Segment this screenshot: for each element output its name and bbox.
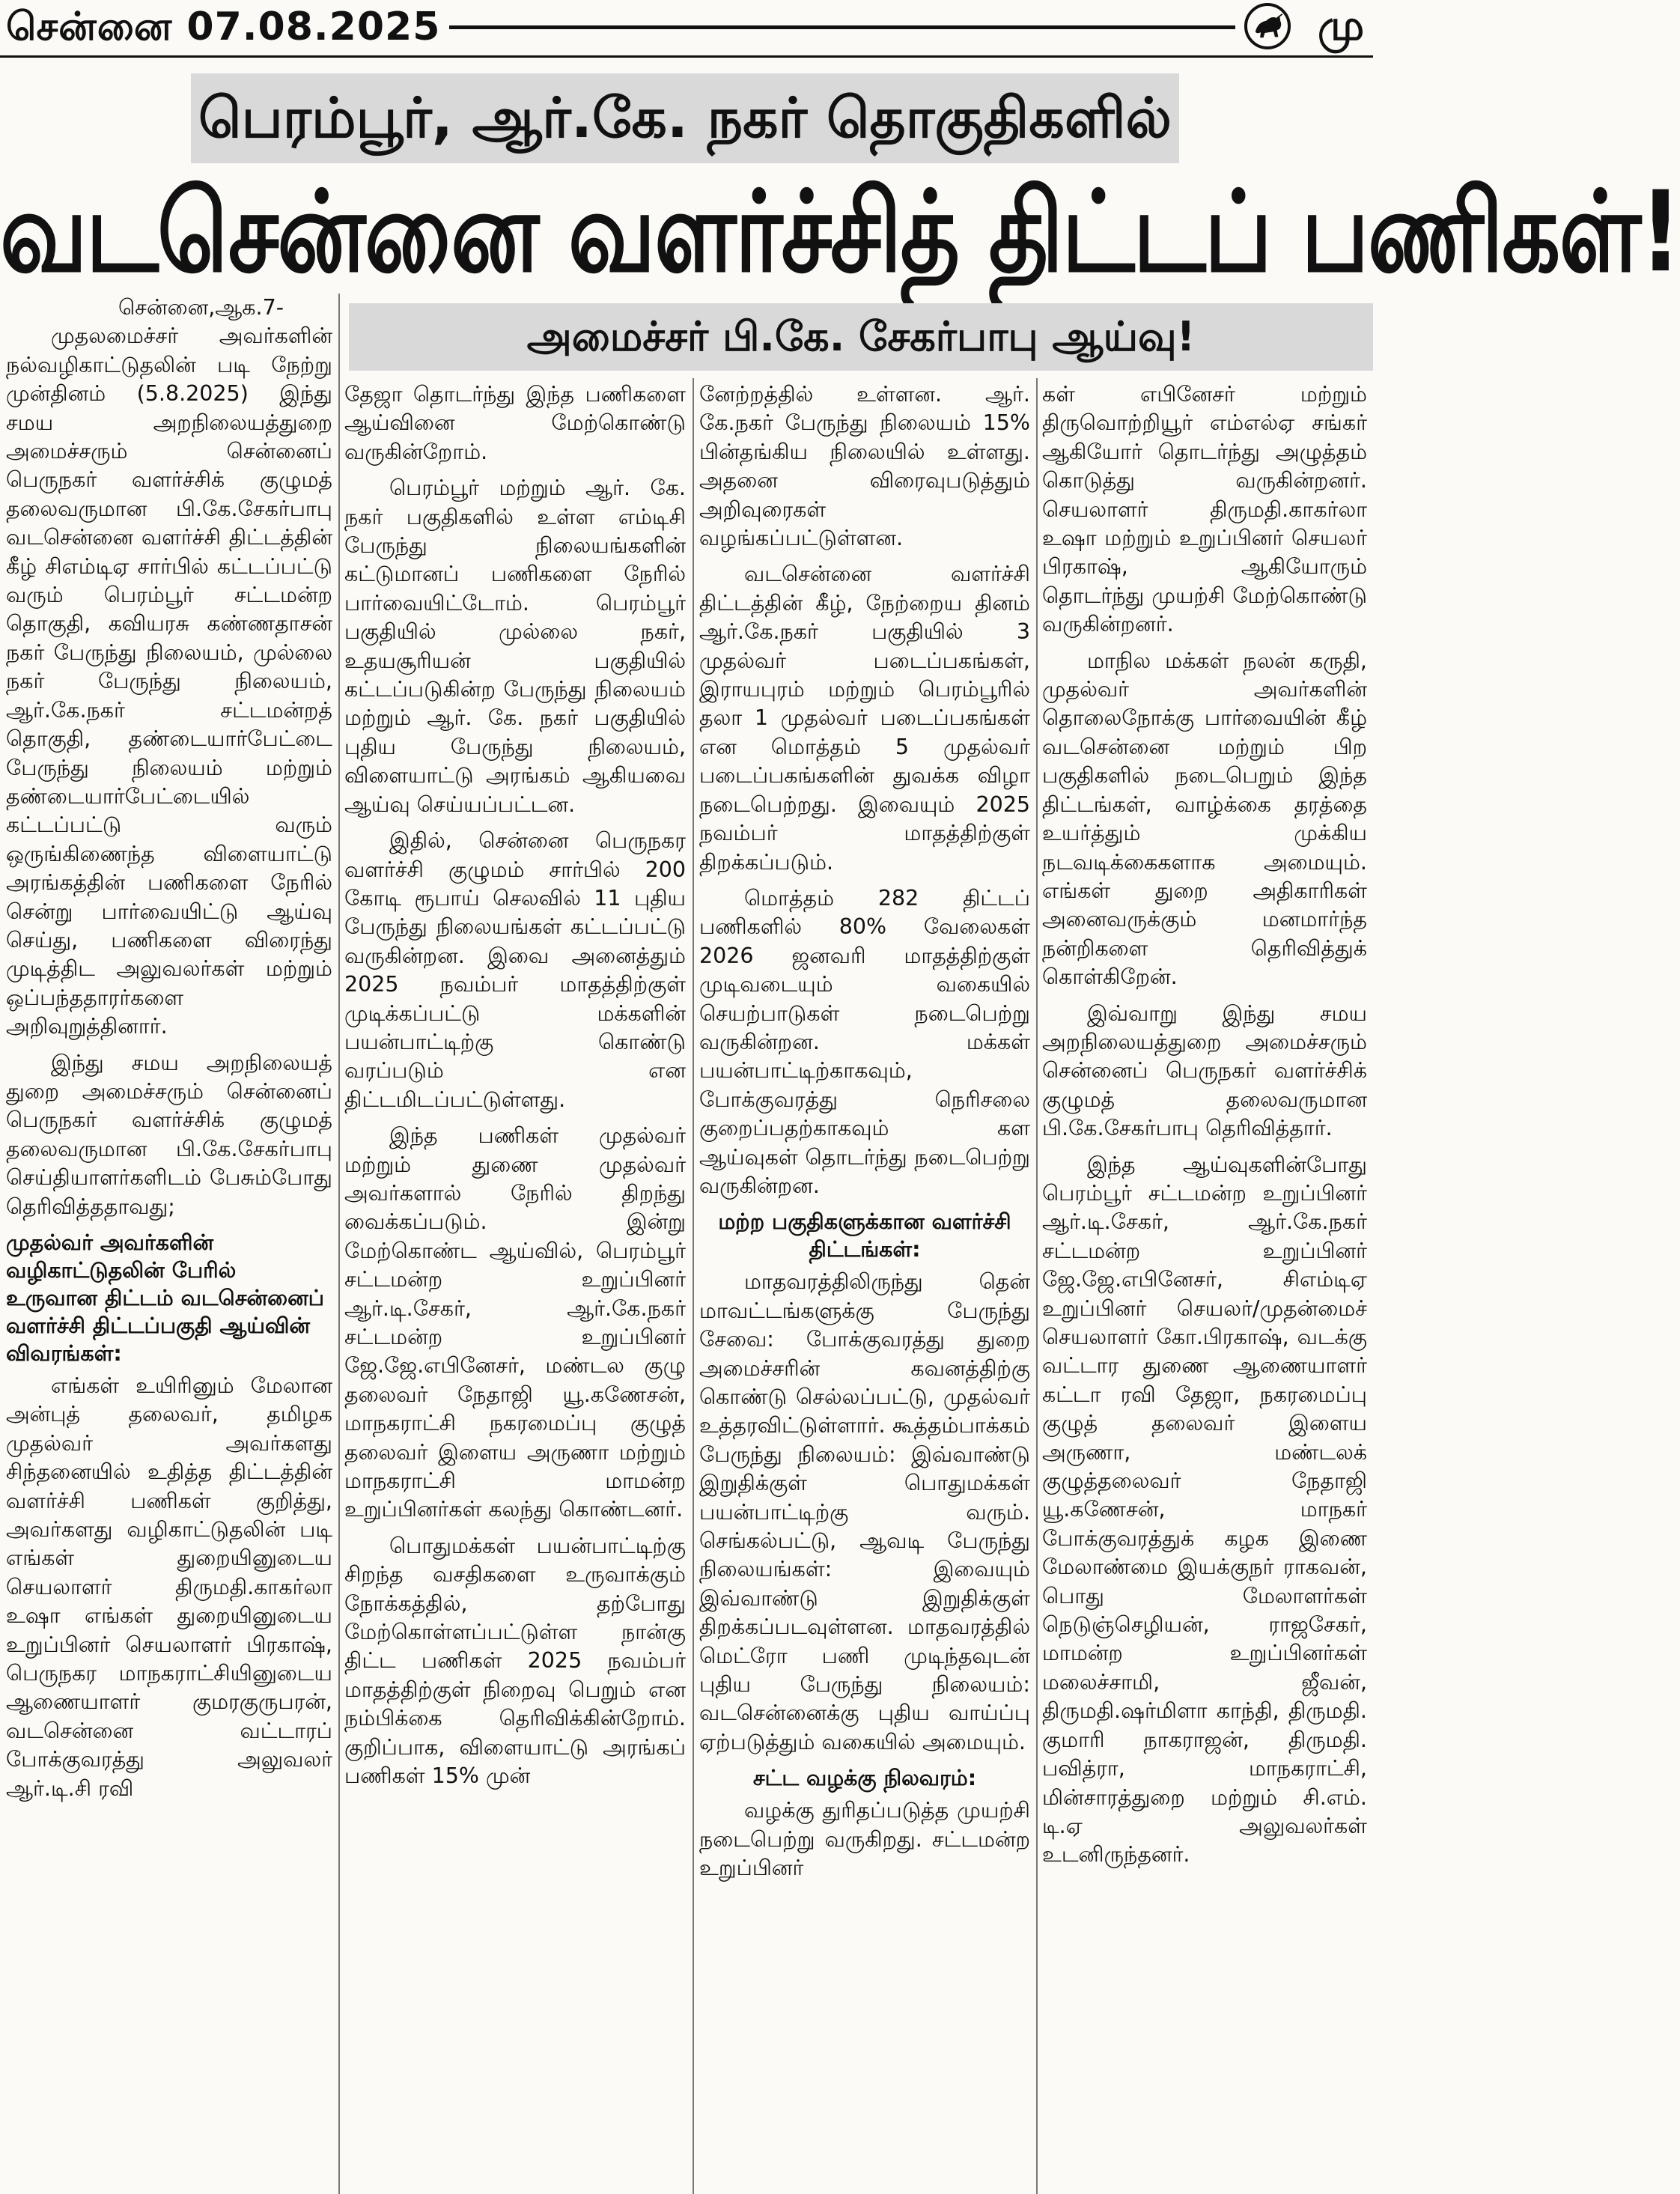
kicker-headline: பெரம்பூர், ஆர்.கே. நகர் தொகுதிகளில் [198,86,1172,151]
section-subheading: மற்ற பகுதிகளுக்கான வளர்ச்சி திட்டங்கள்: [718,1209,1011,1262]
article-paragraph: னேற்றத்தில் உள்ளன. ஆர். கே.நகர் பேருந்து நிலையம் 15% பின்தங்கிய நிலையில் உள்ளது. அதனை விரைவுபடுத்தும் அறிவுரைகள் வழங்கப்பட்டுள்ளன. [699,382,1030,551]
main-headline: வடசென்னை வளர்ச்சித் திட்டப் பணிகள்! [0,167,1680,297]
paper-name-fragment: மு [1318,1,1365,50]
article-column-3 [699,380,1030,2188]
article-column-1 [6,294,332,2188]
section-subheading: முதல்வர் அவர்களின் வழிகாட்டுதலின் பேரில் உருவான திட்டம் வடசென்னைப் வளர்ச்சி திட்டப்பகுதி ஆய்வின் விவரங்கள்: [6,1230,324,1366]
column-divider [1036,378,1038,2194]
article-paragraph: இந்த பணிகள் முதல்வர் மற்றும் துணை முதல்வர் அவர்களால் நேரில் திறந்து வைக்கப்படும். இன்று மேற்கொண்ட ஆய்வில், பெரம்பூர் சட்டமன்ற உறுப்பினர் ஆர்.டி.சேகர், ஆர்.கே.நகர் சட்டமன்ற உறுப்பினர் ஜே.ஜே.எபினேசர், மண்டல குழு தலைவர் நேதாஜி யூ.கணேசன், மாநகராட்சி நகரமைப்பு குழுத் தலைவர் இளைய அருணா மற்றும் மாநகராட்சி மாமன்ற உறுப்பினர்கள் கலந்து கொண்டனர். [344,1123,686,1522]
article-paragraph: இதில், சென்னை பெருநகர வளர்ச்சி குழுமம் சார்பில் 200 கோடி ரூபாய் செலவில் 11 புதிய பேருந்து நிலையங்கள் கட்டப்பட்டு வருகின்றன. இவை அனைத்தும் 2025 நவம்பர் மாதத்திற்குள் முடிக்கப்பட்டு மக்களின் பயன்பாட்டிற்கு கொண்டு வரப்படும் என திட்டமிடப்பட்டுள்ளது. [344,828,686,1112]
column-divider [338,294,340,2194]
article-paragraph: இவ்வாறு இந்து சமய அறநிலையத்துறை அமைச்சரும் சென்னைப் பெருநகர் வளர்ச்சிக் குழுமத் தலைவருமான பி.கே.சேகர்பாபு தெரிவித்தார். [1042,1000,1367,1141]
article-column-4 [1042,380,1367,2188]
article-paragraph: வடசென்னை வளர்ச்சி திட்டத்தின் கீழ், நேற்றைய தினம் ஆர்.கே.நகர் பகுதியில் 3 முதல்வர் படைப்பகங்கள், இராயபுரம் மற்றும் பெரம்பூரில் தலா 1 முதல்வர் படைப்பகங்கள் என மொத்தம் 5 முதல்வர் படைப்பகங்களின் துவக்க விழா நடைபெற்றது. இவையும் 2025 நவம்பர் மாதத்திற்குள் திறக்கப்படும். [699,562,1030,875]
article-column-2 [344,380,686,2188]
article-dateline: சென்னை,ஆக.7- [118,295,284,320]
article-paragraph: இந்து சமய அறநிலையத் துறை அமைச்சரும் சென்னைப் பெருநகர் வளர்ச்சிக் குழுமத் தலைவருமான பி.கே.சேகர்பாபு செய்தியாளர்களிடம் பேசும்போது தெரிவித்ததாவது; [6,1050,332,1219]
masthead [0,0,1373,58]
subhead-banner [349,303,1373,371]
masthead-rule [449,25,1235,29]
article-paragraph: வழக்கு துரிதப்படுத்த முயற்சி நடைபெற்று வருகிறது. சட்டமன்ற உறுப்பினர் [699,1798,1030,1881]
article-paragraph: தேஜா தொடர்ந்து இந்த பணிகளை ஆய்வினை மேற்கொண்டு வருகின்றோம். [344,382,686,464]
dateline: சென்னை 07.08.2025 [6,4,441,49]
article-paragraph: மொத்தம் 282 திட்டப் பணிகளில் 80% வேலைகள் 2026 ஜனவரி மாதத்திற்குள் முடிவடையும் வகையில் செயற்பாடுகள் நடைபெற்று வருகின்றன. மக்கள் பயன்பாட்டிற்காகவும், போக்குவரத்து நெரிசலை குறைப்பதற்காகவும் கள ஆய்வுகள் தொடர்ந்து நடைபெற்று வருகின்றன. [699,885,1030,1198]
article-paragraph: மாநில மக்கள் நலன் கருதி, முதல்வர் அவர்களின் தொலைநோக்கு பார்வையின் கீழ் வடசென்னை மற்றும் பிற பகுதிகளில் நடைபெறும் இந்த திட்டங்கள், வாழ்க்கை தரத்தை உயர்த்தும் முக்கிய நடவடிக்கைகளாக அமையும். எங்கள் துறை அதிகாரிகள் அனைவருக்கும் மனமார்ந்த நன்றிகளை தெரிவித்துக் கொள்கிறேன். [1042,648,1367,990]
article-paragraph: கள் எபினேசர் மற்றும் திருவொற்றியூர் எம்எல்ஏ சங்கர் ஆகியோர் தொடர்ந்து அழுத்தம் கொடுத்து வருகின்றனர். செயலாளர் திருமதி.காகர்லா உஷா மற்றும் உறுப்பினர் செயலர் பிரகாஷ், ஆகியோரும் தொடர்ந்து முயற்சி மேற்கொண்டு வருகின்றனர். [1042,382,1367,637]
article-paragraph: மாதவரத்திலிருந்து தென் மாவட்டங்களுக்கு பேருந்து சேவை: போக்குவரத்து துறை அமைச்சரின் கவனத்திற்கு கொண்டு செல்லப்பட்டு, முதல்வர் உத்தரவிட்டுள்ளார். கூத்தம்பாக்கம் பேருந்து நிலையம்: இவ்வாண்டு இறுதிக்குள் பொதுமக்கள் பயன்பாட்டிற்கு வரும். செங்கல்பட்டு, ஆவடி பேருந்து நிலையங்கள்: இவையும் இவ்வாண்டு இறுதிக்குள் திறக்கப்படவுள்ளன. மாதவரத்தில் மெட்ரோ பணி முடிந்தவுடன் புதிய பேருந்து நிலையம்: வடசென்னைக்கு புதிய வாய்ப்பு ஏற்படுத்தும் வகையில் அமையும். [699,1269,1030,1754]
article-paragraph: இந்த ஆய்வுகளின்போது பெரம்பூர் சட்டமன்ற உறுப்பினர் ஆர்.டி.சேகர், ஆர்.கே.நகர் சட்டமன்ற உறுப்பினர் ஜே.ஜே.எபினேசர், சிஎம்டிஏ உறுப்பினர் செயலர்/முதன்மைச் செயலாளர் கோ.பிரகாஷ், வடக்கு வட்டார துணை ஆணையாளர் கட்டா ரவி தேஜா, நகரமைப்பு குழுத் தலைவர் இளைய அருணா, மண்டலக் குழுத்தலைவர் நேதாஜி யூ.கணேசன், மாநகர் போக்குவரத்துக் கழக இணை மேலாண்மை இயக்குநர் ராகவன், பொது மேலாளர்கள் நெடுஞ்செழியன், ராஜசேகர், மாமன்ற உறுப்பினர்கள் மலைச்சாமி, ஜீவன், திருமதி.ஷர்மிளா காந்தி, திருமதி. குமாரி நாகராஜன், திருமதி. பவித்ரா, மாநகராட்சி, மின்சாரத்துறை மற்றும் சி.எம். டி.ஏ அலுவலர்கள் உடனிருந்தனர். [1042,1152,1367,1868]
section-subheading: சட்ட வழக்கு நிலவரம்: [752,1766,977,1791]
subheadline: அமைச்சர் பி.கே. சேகர்பாபு ஆய்வு! [526,313,1196,360]
tiger-emblem-graphic [1247,6,1288,46]
column-divider [693,378,694,2194]
tiger-emblem-icon [1244,3,1291,49]
article-paragraph: பொதுமக்கள் பயன்பாட்டிற்கு சிறந்த வசதிகளை உருவாக்கும் நோக்கத்தில், தற்போது மேற்கொள்ளப்பட்டுள்ள நான்கு திட்ட பணிகள் 2025 நவம்பர் மாதத்திற்குள் நிறைவு பெறும் என நம்பிக்கை தெரிவிக்கின்றோம். குறிப்பாக, விளையாட்டு அரங்கப் பணிகள் 15% முன் [344,1533,686,1789]
article-paragraph: முதலமைச்சர் அவர்களின் நல்வழிகாட்டுதலின் படி நேற்று முன்தினம் (5.8.2025) இந்து சமய அறநிலையத்துறை அமைச்சரும் சென்னைப் பெருநகர் வளர்ச்சிக் குழுமத் தலைவருமான பி.கே.சேகர்பாபு வடசென்னை வளர்ச்சி திட்டத்தின் கீழ் சிஎம்டிஏ சார்பில் கட்டப்பட்டு வரும் பெரம்பூர் சட்டமன்ற தொகுதி, கவியரசு கண்ணதாசன் நகர் பேருந்து நிலையம், முல்லை நகர் பேருந்து நிலையம், ஆர்.கே.நகர் சட்டமன்றத் தொகுதி, தண்டையார்பேட்டை பேருந்து நிலையம் மற்றும் தண்டையார்பேட்டையில் கட்டப்பட்டு வரும் ஒருங்கிணைந்த விளையாட்டு அரங்கத்தின் பணிகளை நேரில் சென்று பார்வையிட்டு ஆய்வு செய்து, பணிகளை விரைந்து முடித்திட அலுவலர்கள் மற்றும் ஒப்பந்ததாரர்களை அறிவுறுத்தினார். [6,323,332,1039]
kicker-banner [191,73,1179,163]
article-paragraph: பெரம்பூர் மற்றும் ஆர். கே. நகர் பகுதிகளில் உள்ள எம்டிசி பேருந்து நிலையங்களின் கட்டுமானப் பணிகளை நேரில் பார்வையிட்டோம். பெரம்பூர் பகுதியில் முல்லை நகர், உதயசூரியன் பகுதியில் கட்டப்படுகின்ற பேருந்து நிலையம் மற்றும் ஆர். கே. நகர் பகுதியில் புதிய பேருந்து நிலையம், விளையாட்டு அரங்கம் ஆகியவை ஆய்வு செய்யப்பட்டன. [344,475,686,817]
article-paragraph: எங்கள் உயிரினும் மேலான அன்புத் தலைவர், தமிழக முதல்வர் அவர்களது சிந்தனையில் உதித்த திட்டத்தின் வளர்ச்சி பணிகள் குறித்து, அவர்களது வழிகாட்டுதலின் படி எங்கள் துறையினுடைய செயலாளர் திருமதி.காகர்லா உஷா எங்கள் துறையினுடைய உறுப்பினர் செயலாளர் பிரகாஷ், பெருநகர மாநகராட்சியினுடைய ஆணையாளர் குமரகுருபரன், வடசென்னை வட்டாரப் போக்குவரத்து அலுவலர் ஆர்.டி.சி ரவி [6,1373,332,1801]
